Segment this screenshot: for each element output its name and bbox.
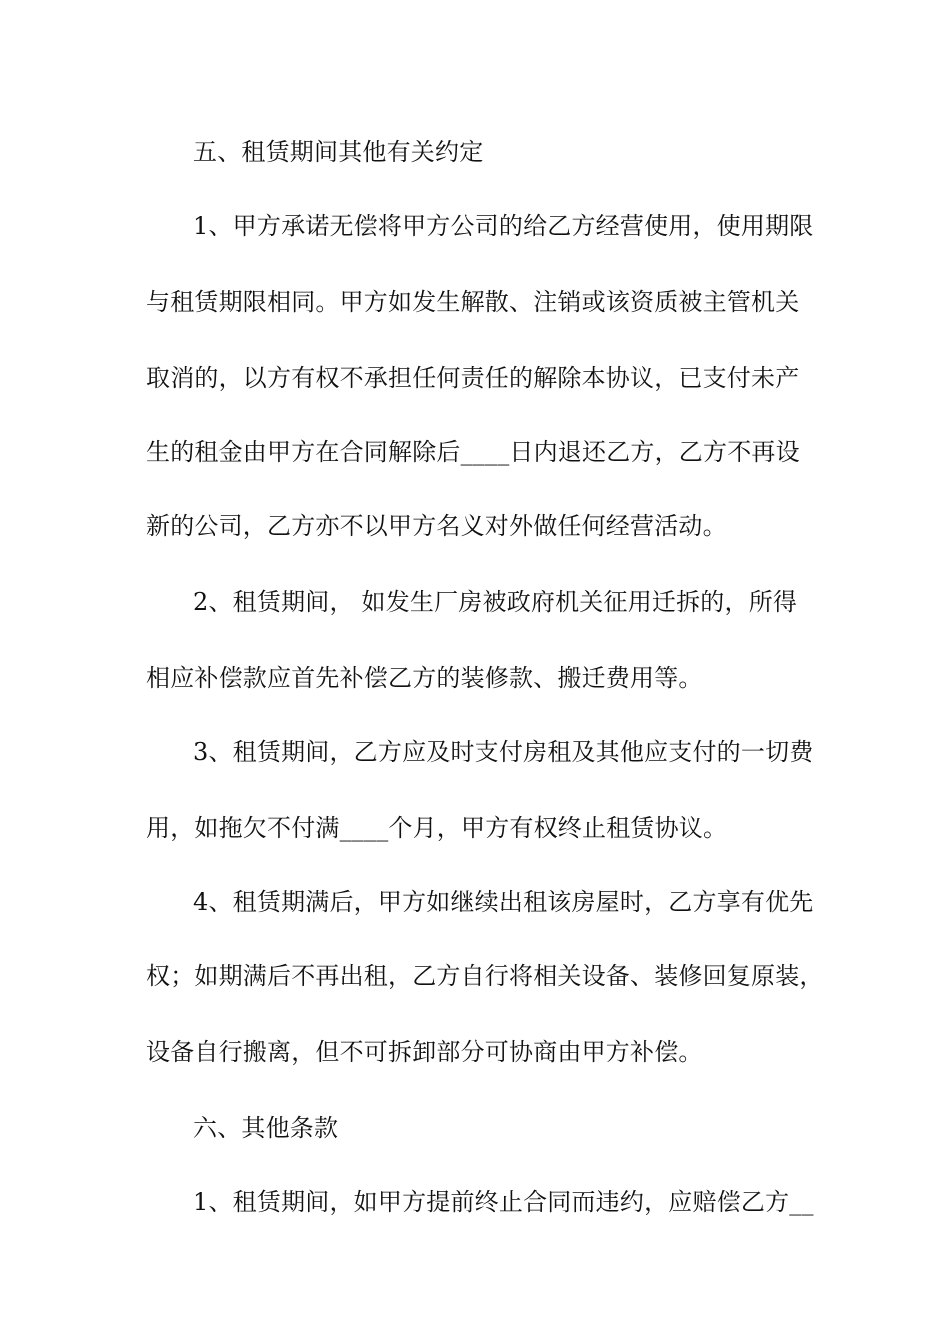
paragraph-line: 2、租赁期间， 如发生厂房被政府机关征用迁拆的，所得 [193,588,798,616]
paragraph-line: 与租赁期限相同。甲方如发生解散、注销或该资质被主管机关 [146,288,800,316]
paragraph-line: 3、租赁期间，乙方应及时支付房租及其他应支付的一切费 [193,738,814,766]
section-heading-five: 五、租赁期间其他有关约定 [193,138,484,166]
paragraph-line: 用，如拖欠不付满____个月，甲方有权终止租赁协议。 [146,814,728,842]
paragraph-line: 取消的，以方有权不承担任何责任的解除本协议，已支付未产 [146,364,800,392]
paragraph-line: 新的公司，乙方亦不以甲方名义对外做任何经营活动。 [146,512,727,540]
paragraph-line: 生的租金由甲方在合同解除后____日内退还乙方，乙方不再设 [146,438,800,466]
paragraph-line: 1、甲方承诺无偿将甲方公司的给乙方经营使用，使用期限 [193,212,814,240]
paragraph-line: 1、租赁期间，如甲方提前终止合同而违约，应赔偿乙方__ [193,1188,814,1216]
section-heading-six: 六、其他条款 [193,1114,339,1142]
paragraph-line: 权；如期满后不再出租，乙方自行将相关设备、装修回复原装， [146,962,824,990]
paragraph-line: 4、租赁期满后，甲方如继续出租该房屋时，乙方享有优先 [193,888,814,916]
paragraph-line: 相应补偿款应首先补偿乙方的装修款、搬迁费用等。 [146,664,703,692]
paragraph-line: 设备自行搬离，但不可拆卸部分可协商由甲方补偿。 [146,1038,703,1066]
